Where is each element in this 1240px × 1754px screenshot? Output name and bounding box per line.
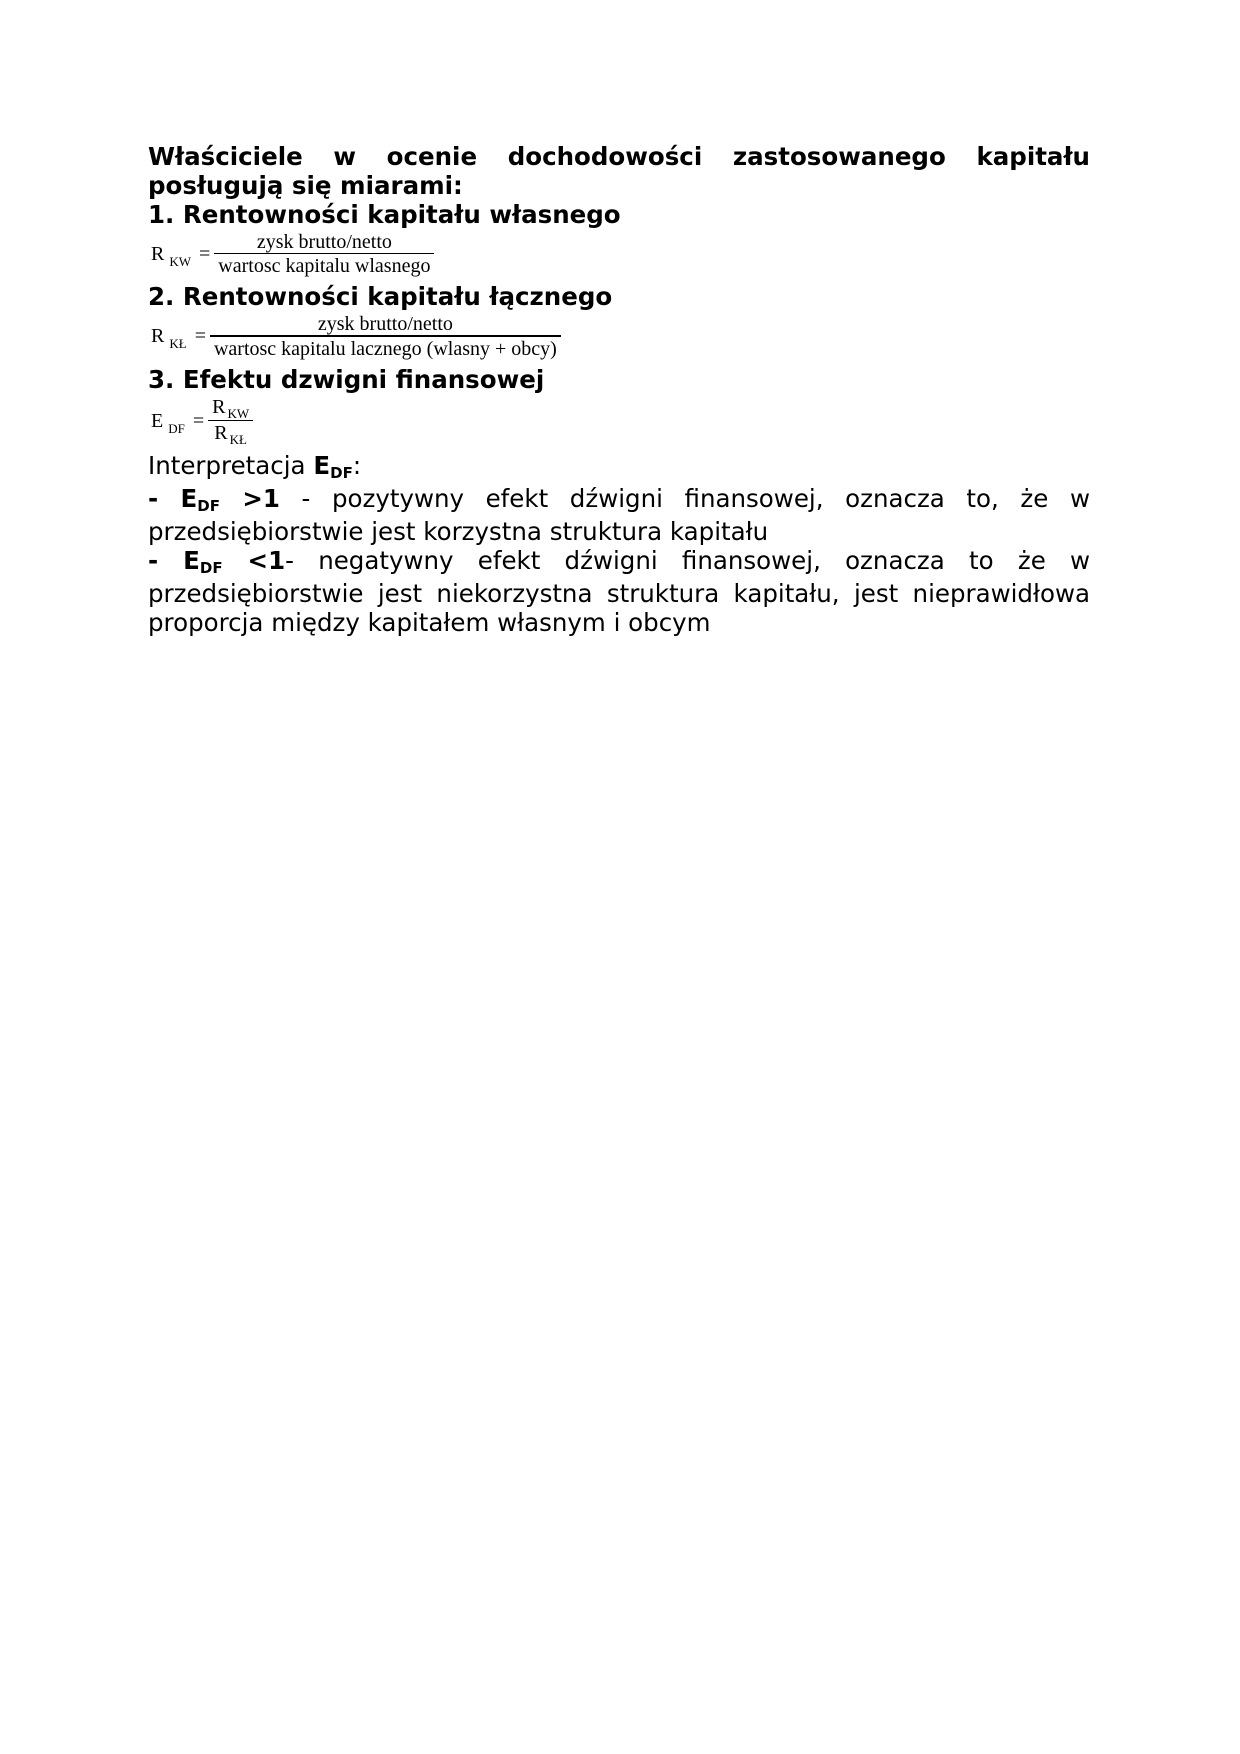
formula-lhs-subscript: KŁ <box>169 336 187 352</box>
formula-lhs-base: R <box>151 243 165 266</box>
numerator-subscript: KW <box>227 405 250 421</box>
interpretation-symbol-base: E <box>313 450 331 480</box>
intro-paragraph: Właściciele w ocenie dochodowości zastosowanego kapitału posługują się miarami: <box>148 142 1090 200</box>
fraction <box>214 231 434 278</box>
interpretation-item-negative <box>148 546 1090 637</box>
item-operator: >1 <box>219 483 280 513</box>
interpretation-label: Interpretacja <box>148 450 314 480</box>
interpretation-label-line <box>148 451 1090 484</box>
item-symbol-base: E <box>183 545 200 575</box>
denominator-base: R <box>214 421 228 444</box>
document-page <box>148 142 1090 637</box>
formula-lhs-base: E <box>151 409 164 432</box>
item-operator: <1 <box>222 545 286 575</box>
formula-lhs <box>151 243 192 270</box>
denominator-subscript: KŁ <box>229 431 247 447</box>
formula-lhs-subscript: DF <box>168 420 185 436</box>
section-heading-3: 3. Efektu dzwigni finansowej <box>148 364 545 394</box>
formula-edf <box>151 396 1090 447</box>
formula-lhs <box>151 325 187 352</box>
item-text: - negatywny efekt dźwigni finansowej, oznacza to że w przedsiębiorstwie jest niekorzystna struktura kapitału, jest nieprawidłowa proporcja między kapitałem własnym i obcym <box>148 545 1091 637</box>
equals-sign: = <box>194 325 206 348</box>
item-dash: - <box>148 483 181 513</box>
interpretation-colon: : <box>352 450 362 480</box>
interpretation-symbol-subscript: DF <box>330 463 353 482</box>
fraction <box>210 313 561 360</box>
formula-rkw <box>151 231 1090 278</box>
equals-sign: = <box>192 409 205 432</box>
formula-rkl <box>151 313 1090 360</box>
fraction <box>208 396 253 447</box>
equals-sign: = <box>199 243 211 266</box>
fraction-denominator: wartosc kapitalu wlasnego <box>218 255 431 278</box>
fraction-numerator: zysk brutto/netto <box>317 313 453 336</box>
numerator-base: R <box>212 395 226 418</box>
fraction-numerator <box>208 396 253 420</box>
formula-lhs-subscript: KW <box>169 254 192 270</box>
fraction-denominator: wartosc kapitalu lacznego (wlasny + obcy) <box>213 337 557 360</box>
fraction-denominator <box>210 421 251 447</box>
formula-lhs <box>151 409 185 436</box>
item-text: - pozytywny efekt dźwigni finansowej, oznacza to, że w przedsiębiorstwie jest korzystna struktura kapitału <box>148 483 1090 546</box>
interpretation-item-positive <box>148 484 1090 546</box>
item-symbol-subscript: DF <box>197 496 220 515</box>
formula-lhs-base: R <box>151 325 165 348</box>
item-symbol-base: E <box>180 483 198 513</box>
fraction-numerator: zysk brutto/netto <box>256 231 392 253</box>
section-heading-1: 1. Rentowności kapitału własnego <box>148 200 621 229</box>
item-symbol-subscript: DF <box>199 558 223 577</box>
item-dash: - <box>148 545 184 575</box>
section-heading-2: 2. Rentowności kapitału łącznego <box>148 282 613 312</box>
